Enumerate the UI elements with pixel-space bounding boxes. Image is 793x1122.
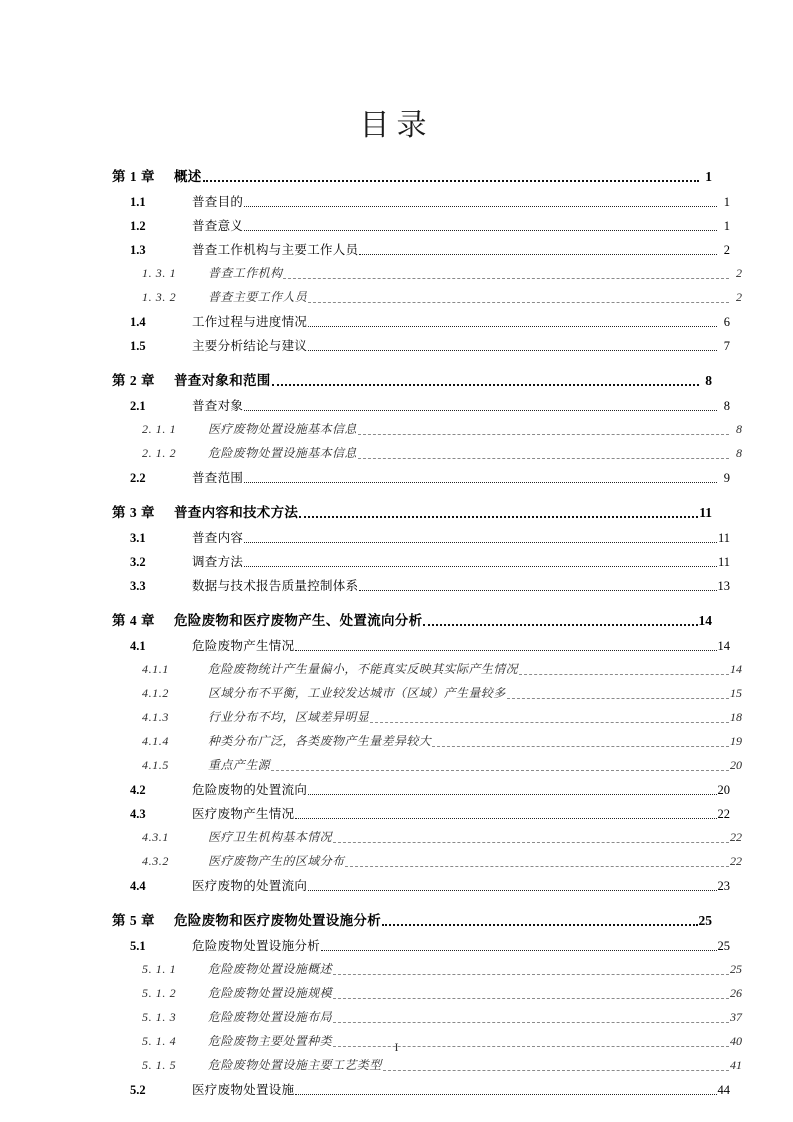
toc-entry[interactable] <box>130 804 730 828</box>
toc-entry-number: 5. 1. 5 <box>142 1058 177 1072</box>
toc-entry-number: 第 1 章 <box>112 169 155 184</box>
toc-leader-dots <box>333 990 729 1002</box>
toc-entry-title: 行业分布不均，区域差异明显 <box>208 710 370 724</box>
toc-entry-title: 区域分布不平衡，工业较发达城市（区域）产生量较多 <box>208 686 506 700</box>
toc-entry-number: 2.1 <box>130 399 146 413</box>
toc-entry-page-number: 8 <box>736 446 742 460</box>
toc-entry-page-number: 22 <box>730 830 742 844</box>
toc-entry-number: 2. 1. 2 <box>142 446 177 460</box>
toc-leader-dots <box>244 534 717 547</box>
toc-leader-dots <box>382 916 698 930</box>
toc-entry[interactable] <box>130 468 730 492</box>
toc-entry-title: 普查范围 <box>192 471 244 485</box>
toc-leader-dots <box>244 198 717 211</box>
toc-entry-number: 1.1 <box>130 195 146 209</box>
toc-entry-number: 5. 1. 3 <box>142 1010 177 1024</box>
toc-entry-title: 危险废物的处置流向 <box>192 783 308 797</box>
toc-entry-title: 危险废物处置设施规模 <box>208 986 333 1000</box>
toc-entry-number: 2. 1. 1 <box>142 422 177 436</box>
toc-entry-page-number: 18 <box>730 710 742 724</box>
toc-entry[interactable] <box>130 312 730 336</box>
toc-entry[interactable] <box>142 444 742 468</box>
toc-entry[interactable] <box>130 576 730 600</box>
toc-entry-title: 危险废物处置设施概述 <box>208 962 333 976</box>
toc-entry-page-number: 8 <box>723 399 730 413</box>
toc-entry[interactable] <box>130 336 730 360</box>
toc-entry-page-number: 15 <box>730 686 742 700</box>
toc-entry-number: 4.4 <box>130 879 146 893</box>
toc-entry-page-number: 19 <box>730 734 742 748</box>
toc-entry-page-number: 14 <box>717 639 730 653</box>
toc-leader-dots <box>244 402 717 415</box>
toc-entry[interactable] <box>130 936 730 960</box>
toc-entry[interactable] <box>130 1080 730 1104</box>
toc-entry[interactable] <box>142 708 742 732</box>
toc-leader-dots <box>358 426 729 438</box>
toc-entry-number: 1.2 <box>130 219 146 233</box>
toc-entry-title: 调查方法 <box>192 555 244 569</box>
toc-entry[interactable] <box>130 528 730 552</box>
toc-entry-page-number: 22 <box>717 807 730 821</box>
table-of-contents <box>112 165 742 1104</box>
toc-leader-dots <box>507 690 729 702</box>
toc-entry-title: 主要分析结论与建议 <box>192 339 308 353</box>
toc-leader-dots <box>283 270 729 282</box>
toc-entry-title: 医疗废物处置设施基本信息 <box>208 422 357 436</box>
toc-entry[interactable] <box>112 909 712 936</box>
toc-entry-number: 3.2 <box>130 555 146 569</box>
toc-entry[interactable] <box>112 609 712 636</box>
toc-entry[interactable] <box>130 192 730 216</box>
toc-entry-title: 危险废物和医疗废物产生、处置流向分析 <box>174 613 423 628</box>
toc-entry[interactable] <box>130 552 730 576</box>
toc-entry[interactable] <box>130 396 730 420</box>
toc-entry-page-number: 41 <box>730 1058 742 1072</box>
toc-entry[interactable] <box>142 420 742 444</box>
toc-entry-number: 第 4 章 <box>112 613 155 628</box>
toc-leader-dots <box>203 172 699 186</box>
toc-leader-dots <box>345 858 729 870</box>
toc-entry-title: 普查对象 <box>192 399 244 413</box>
toc-entry-page-number: 20 <box>717 783 730 797</box>
toc-entry-number: 4.1.2 <box>142 686 169 700</box>
toc-entry-number: 第 5 章 <box>112 913 155 928</box>
toc-leader-dots <box>358 450 729 462</box>
toc-entry-page-number: 11 <box>717 531 730 545</box>
toc-entry-page-number: 25 <box>717 939 730 953</box>
toc-entry-title: 危险废物主要处置种类 <box>208 1034 333 1048</box>
toc-entry-number: 4.3 <box>130 807 146 821</box>
toc-entry-page-number: 22 <box>730 854 742 868</box>
toc-leader-dots <box>321 942 716 955</box>
toc-entry-number: 1. 3. 2 <box>142 290 177 304</box>
toc-entry-number: 4.3.1 <box>142 830 169 844</box>
toc-leader-dots <box>359 582 716 595</box>
toc-entry-number: 第 2 章 <box>112 373 155 388</box>
toc-entry-title: 数据与技术报告质量控制体系 <box>192 579 359 593</box>
toc-entry-page-number: 1 <box>705 169 712 184</box>
toc-entry-page-number: 23 <box>717 879 730 893</box>
toc-entry-title: 危险废物和医疗废物处置设施分析 <box>174 913 381 928</box>
toc-entry-page-number: 6 <box>723 315 730 329</box>
toc-entry[interactable] <box>112 165 712 192</box>
toc-leader-dots <box>308 786 716 799</box>
toc-entry-page-number: 1 <box>723 195 730 209</box>
toc-entry[interactable] <box>112 501 712 528</box>
toc-entry[interactable] <box>142 732 742 756</box>
toc-entry-title: 危险废物处置设施基本信息 <box>208 446 357 460</box>
toc-entry-number: 1.3 <box>130 243 146 257</box>
toc-entry-number: 3.3 <box>130 579 146 593</box>
toc-leader-dots <box>244 222 717 235</box>
toc-entry-number: 5.1 <box>130 939 146 953</box>
toc-leader-dots <box>244 474 717 487</box>
toc-entry-number: 5. 1. 1 <box>142 962 177 976</box>
toc-leader-dots <box>272 376 699 390</box>
toc-entry-page-number: 25 <box>698 913 712 928</box>
toc-entry-page-number: 11 <box>699 505 712 520</box>
toc-entry[interactable] <box>142 756 742 780</box>
toc-entry[interactable] <box>130 780 730 804</box>
toc-entry[interactable] <box>142 984 742 1008</box>
toc-leader-dots <box>423 616 697 630</box>
toc-entry-title: 工作过程与进度情况 <box>192 315 308 329</box>
toc-entry[interactable] <box>142 852 742 876</box>
toc-entry[interactable] <box>130 636 730 660</box>
toc-leader-dots <box>295 1086 716 1099</box>
toc-entry[interactable] <box>142 960 742 984</box>
toc-entry-number: 4.1.4 <box>142 734 169 748</box>
toc-leader-dots <box>295 810 716 823</box>
toc-entry[interactable] <box>142 828 742 852</box>
toc-entry-page-number: 13 <box>717 579 730 593</box>
toc-entry-title: 危险废物处置设施分析 <box>192 939 321 953</box>
toc-leader-dots <box>383 1062 729 1074</box>
toc-entry-number: 4.1.5 <box>142 758 169 772</box>
toc-leader-dots <box>359 246 717 259</box>
toc-entry-title: 危险废物统计产生量偏小，不能真实反映其实际产生情况 <box>208 662 519 676</box>
toc-entry-page-number: 14 <box>730 662 742 676</box>
toc-entry-number: 4.1.3 <box>142 710 169 724</box>
toc-leader-dots <box>271 762 729 774</box>
toc-entry-page-number: 44 <box>717 1083 730 1097</box>
toc-entry-page-number: 26 <box>730 986 742 1000</box>
toc-entry-title: 普查主要工作人员 <box>208 290 308 304</box>
toc-entry-page-number: 25 <box>730 962 742 976</box>
toc-leader-dots <box>333 966 729 978</box>
toc-leader-dots <box>295 642 716 655</box>
footer-page-number: I <box>394 1040 399 1054</box>
toc-entry-number: 第 3 章 <box>112 505 155 520</box>
toc-entry[interactable] <box>130 240 730 264</box>
toc-leader-dots <box>299 508 698 522</box>
toc-entry-page-number: 40 <box>730 1034 742 1048</box>
toc-leader-dots <box>519 666 729 678</box>
toc-entry-number: 4.1 <box>130 639 146 653</box>
toc-entry-number: 4.2 <box>130 783 146 797</box>
toc-entry-title: 危险废物处置设施主要工艺类型 <box>208 1058 382 1072</box>
toc-entry-title: 种类分布广泛，各类废物产生量差异较大 <box>208 734 432 748</box>
toc-entry-page-number: 1 <box>723 219 730 233</box>
toc-entry-title: 危险废物产生情况 <box>192 639 295 653</box>
toc-leader-dots <box>370 714 729 726</box>
toc-entry-number: 3.1 <box>130 531 146 545</box>
toc-leader-dots <box>308 318 717 331</box>
toc-leader-dots <box>308 342 717 355</box>
toc-entry[interactable] <box>130 876 730 900</box>
toc-entry-title: 普查目的 <box>192 195 244 209</box>
toc-entry-title: 医疗废物产生的区域分布 <box>208 854 345 868</box>
toc-entry-page-number: 2 <box>736 290 742 304</box>
toc-entry-number: 4.3.2 <box>142 854 169 868</box>
toc-entry[interactable] <box>142 684 742 708</box>
toc-entry[interactable] <box>130 216 730 240</box>
toc-entry-page-number: 2 <box>736 266 742 280</box>
toc-leader-dots <box>333 834 729 846</box>
toc-entry-number: 1.4 <box>130 315 146 329</box>
toc-entry-title: 普查内容和技术方法 <box>174 505 299 520</box>
toc-entry-page-number: 20 <box>730 758 742 772</box>
toc-entry-page-number: 37 <box>730 1010 742 1024</box>
toc-leader-dots <box>333 1014 729 1026</box>
toc-entry-title: 危险废物处置设施布局 <box>208 1010 333 1024</box>
toc-entry-number: 1. 3. 1 <box>142 266 177 280</box>
toc-entry[interactable] <box>142 1008 742 1032</box>
toc-entry-number: 2.2 <box>130 471 146 485</box>
page-title: 目录 <box>359 109 434 142</box>
toc-entry[interactable] <box>142 660 742 684</box>
toc-entry-number: 1.5 <box>130 339 146 353</box>
toc-entry-page-number: 7 <box>723 339 730 353</box>
toc-entry[interactable] <box>142 264 742 288</box>
toc-entry-title: 普查意义 <box>192 219 244 233</box>
toc-entry-page-number: 9 <box>723 471 730 485</box>
toc-entry-title: 医疗卫生机构基本情况 <box>208 830 333 844</box>
toc-entry-title: 医疗废物产生情况 <box>192 807 295 821</box>
toc-entry-title: 医疗废物的处置流向 <box>192 879 308 893</box>
toc-entry-page-number: 14 <box>698 613 712 628</box>
toc-entry[interactable] <box>142 288 742 312</box>
toc-entry-number: 5. 1. 2 <box>142 986 177 1000</box>
toc-entry[interactable] <box>142 1056 742 1080</box>
toc-leader-dots <box>244 558 717 571</box>
toc-leader-dots <box>308 882 716 895</box>
toc-entry-title: 普查工作机构 <box>208 266 283 280</box>
toc-entry-title: 普查内容 <box>192 531 244 545</box>
toc-entry-title: 概述 <box>174 169 202 184</box>
toc-entry-title: 普查工作机构与主要工作人员 <box>192 243 359 257</box>
toc-entry-number: 4.1.1 <box>142 662 169 676</box>
toc-entry-title: 医疗废物处置设施 <box>192 1083 295 1097</box>
toc-entry[interactable] <box>112 369 712 396</box>
toc-entry-page-number: 2 <box>723 243 730 257</box>
toc-leader-dots <box>432 738 729 750</box>
toc-entry-title: 重点产生源 <box>208 758 271 772</box>
toc-entry-number: 5. 1. 4 <box>142 1034 177 1048</box>
toc-entry-page-number: 8 <box>736 422 742 436</box>
toc-entry-number: 5.2 <box>130 1083 146 1097</box>
toc-entry-title: 普查对象和范围 <box>174 373 271 388</box>
toc-entry-page-number: 8 <box>705 373 712 388</box>
toc-leader-dots <box>308 294 729 306</box>
toc-entry-page-number: 11 <box>717 555 730 569</box>
